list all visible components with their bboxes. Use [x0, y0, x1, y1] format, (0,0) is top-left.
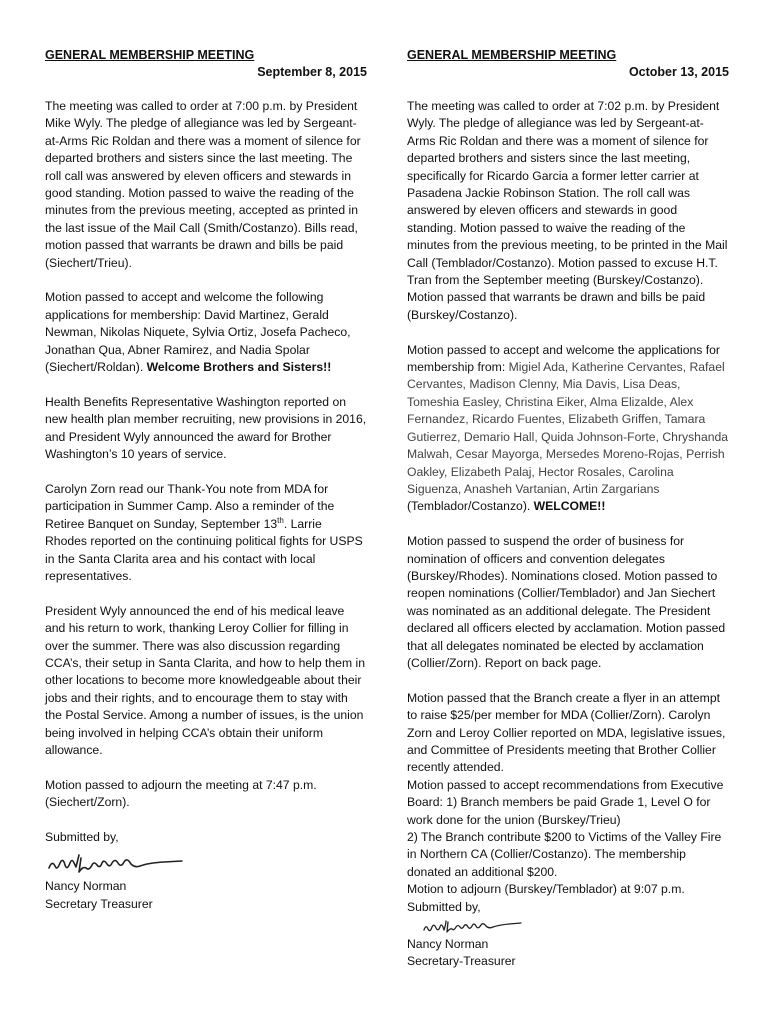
october-minutes-column [407, 47, 729, 971]
october-paragraph-opening: The meeting was called to order at 7:02 p.m. by President Wyly. The pledge of allegiance was led by Sergeant-at-Arms Ric Roldan and there was a moment of silence for departed brothers and sisters since the last meeting, specifically for Ricardo Garcia a former letter carrier at Pasadena Jackie Robinson Station. The roll call was answered by eleven officers and stewards in good standing. Motion passed to waive the reading of the minutes from the previous meeting, to be printed in the Mail Call (Temblador/Costanzo). Motion passed to excuse H.T. Tran from the September meeting (Burskey/Costanzo). Motion passed that warrants be drawn and bills be paid (Burskey/Costanzo). [407, 99, 728, 322]
october-paragraph-mda-flyer: Motion passed that the Branch create a flyer in an attempt to raise $25/per member for MDA (Collier/Zorn). Carolyn Zorn and Leroy Collier reported on MDA, legislative issues, and Committee of Presidents meeting that Brother Collier recently attended. [407, 690, 726, 775]
september-paragraph-adjourn: Motion passed to adjourn the meeting at 7:47 p.m. (Siechert/Zorn). [45, 777, 317, 810]
october-paragraph-nominations: Motion passed to suspend the order of business for nomination of officers and convention delegates (Burskey/Rhodes). Nominations closed. Motion passed to reopen nominations (Collier/Temblador) and Jan Siechert was nominated as an additional delegate. The President declared all officers elected by acclamation. Motion passed that all delegates nominated be elected by acclamation (Collier/Zorn). Report on back page. [407, 534, 726, 670]
september-signer-title: Secretary Treasurer [45, 896, 153, 911]
october-signer-title: Secretary-Treasurer [407, 954, 516, 969]
september-submitted-by: Submitted by, [45, 829, 119, 844]
october-submitted-by: Submitted by, [407, 899, 481, 914]
september-paragraph-opening: The meeting was called to order at 7:00 p.m. by President Mike Wyly. The pledge of allegiance was led by Sergeant-at-Arms Ric Roldan and there was a moment of silence for departed brothers and sisters since the last meeting. The roll call was answered by eleven officers and stewards in good standing. Motion passed to waive the reading of the minutes from the previous meeting, accepted as printed in the last issue of the Mail Call (Smith/Costanzo). Bills read, motion passed that warrants be drawn and bills be paid (Siechert/Trieu). [45, 99, 361, 270]
welcome-text: Welcome Brothers and Sisters!! [146, 360, 332, 375]
welcome-text: WELCOME!! [533, 499, 606, 514]
new-member-names: Migiel Ada, Katherine Cervantes, Rafael Cervantes, Madison Clenny, Mia Davis, Lisa Deas, Tomeshia Easley, Christina Eiker, Alma Elizalde, Alex Fernandez, Ricardo Fuentes, Elizabeth Griffen, Tamara Gutierrez, Demario Hall, Quida Johnson-Forte, Chryshanda Malwah, Cesar Mayorga, Mersedes Moreno-Rojas, Perrish Oakley, Elizabeth Palaj, Hector Rosales, Carolina Siguenza, Anasheh Vartanian, Artin Zargarians [407, 360, 729, 496]
october-paragraph-membership: Motion passed to accept and welcome the applications for membership from: Migiel Ada, Katherine Cervantes, Rafael Cervantes, Madison Clenny, Mia Davis, Lisa Deas, Tomeshia Easley, Christina Eiker, Alma Elizalde, Alex Fernandez, Ricardo Fuentes, Elizabeth Griffen, Tamara Gutierrez, Demario Hall, Quida Johnson-Forte, Chryshanda Malwah, Cesar Mayorga, Mersedes Moreno-Rojas, Perrish Oakley, Elizabeth Palaj, Hector Rosales, Carolina Siguenza, Anasheh Vartanian, Artin Zargarians (Temblador/Costanzo). WELCOME!! [407, 342, 729, 514]
september-paragraph-mda: Carolyn Zorn read our Thank-You note from MDA for participation in Summer Camp. Also a reminder of the Retiree Banquet on Sunday, September 13th. Larrie Rhodes reported on the continuing political fights for USPS in the Santa Clarita area and his contact with local representatives. [45, 481, 363, 583]
october-date: October 13, 2015 [628, 65, 729, 79]
october-paragraph-valley-fire: 2) The Branch contribute $200 to Victims of the Valley Fire in Northern CA (Collier/Costanzo). The membership donated an additional $200. [407, 830, 722, 879]
september-signer-name: Nancy Norman [45, 879, 127, 894]
september-paragraph-membership: Motion passed to accept and welcome the following applications for membership: David Martinez, Gerald Newman, Nikolas Niquete, Sylvia Ortiz, Josefa Pacheco, Jonathan Qua, Abner Ramirez, and Nadia Spolar (Siechert/Roldan). Welcome Brothers and Sisters!! [45, 290, 351, 375]
october-paragraph-recommendations: Motion passed to accept recommendations from Executive Board: 1) Branch members be paid Grade 1, Level O for work done for the union (Burskey/Trieu) [407, 777, 724, 827]
september-heading: GENERAL MEMBERSHIP MEETING [45, 48, 255, 62]
september-paragraph-health-benefits: Health Benefits Representative Washington reported on new health plan member recruiting, new provisions in 2016, and President Wyly announced the award for Brother Washington’s 10 years of service. [45, 394, 367, 462]
september-minutes-column [45, 47, 367, 913]
october-heading: GENERAL MEMBERSHIP MEETING [407, 48, 617, 62]
signature-image [421, 916, 531, 936]
october-paragraph-adjourn: Motion to adjourn (Burskey/Temblador) at 9:07 p.m. [407, 882, 685, 897]
october-signer-name: Nancy Norman [407, 937, 489, 952]
signature-image [45, 848, 195, 878]
september-paragraph-president: President Wyly announced the end of his medical leave and his return to work, thanking Leroy Collier for filling in over the summer. There was also discussion regarding CCA’s, their setup in Santa Clarita, and how to help them in other locations to become more knowledgeable about their jobs and their rights, and to encourage them to stay with the Postal Service. Among a number of issues, is the union being involved in helping CCA’s obtain their uniform allowance. [45, 603, 365, 757]
september-date: September 8, 2015 [257, 65, 367, 79]
